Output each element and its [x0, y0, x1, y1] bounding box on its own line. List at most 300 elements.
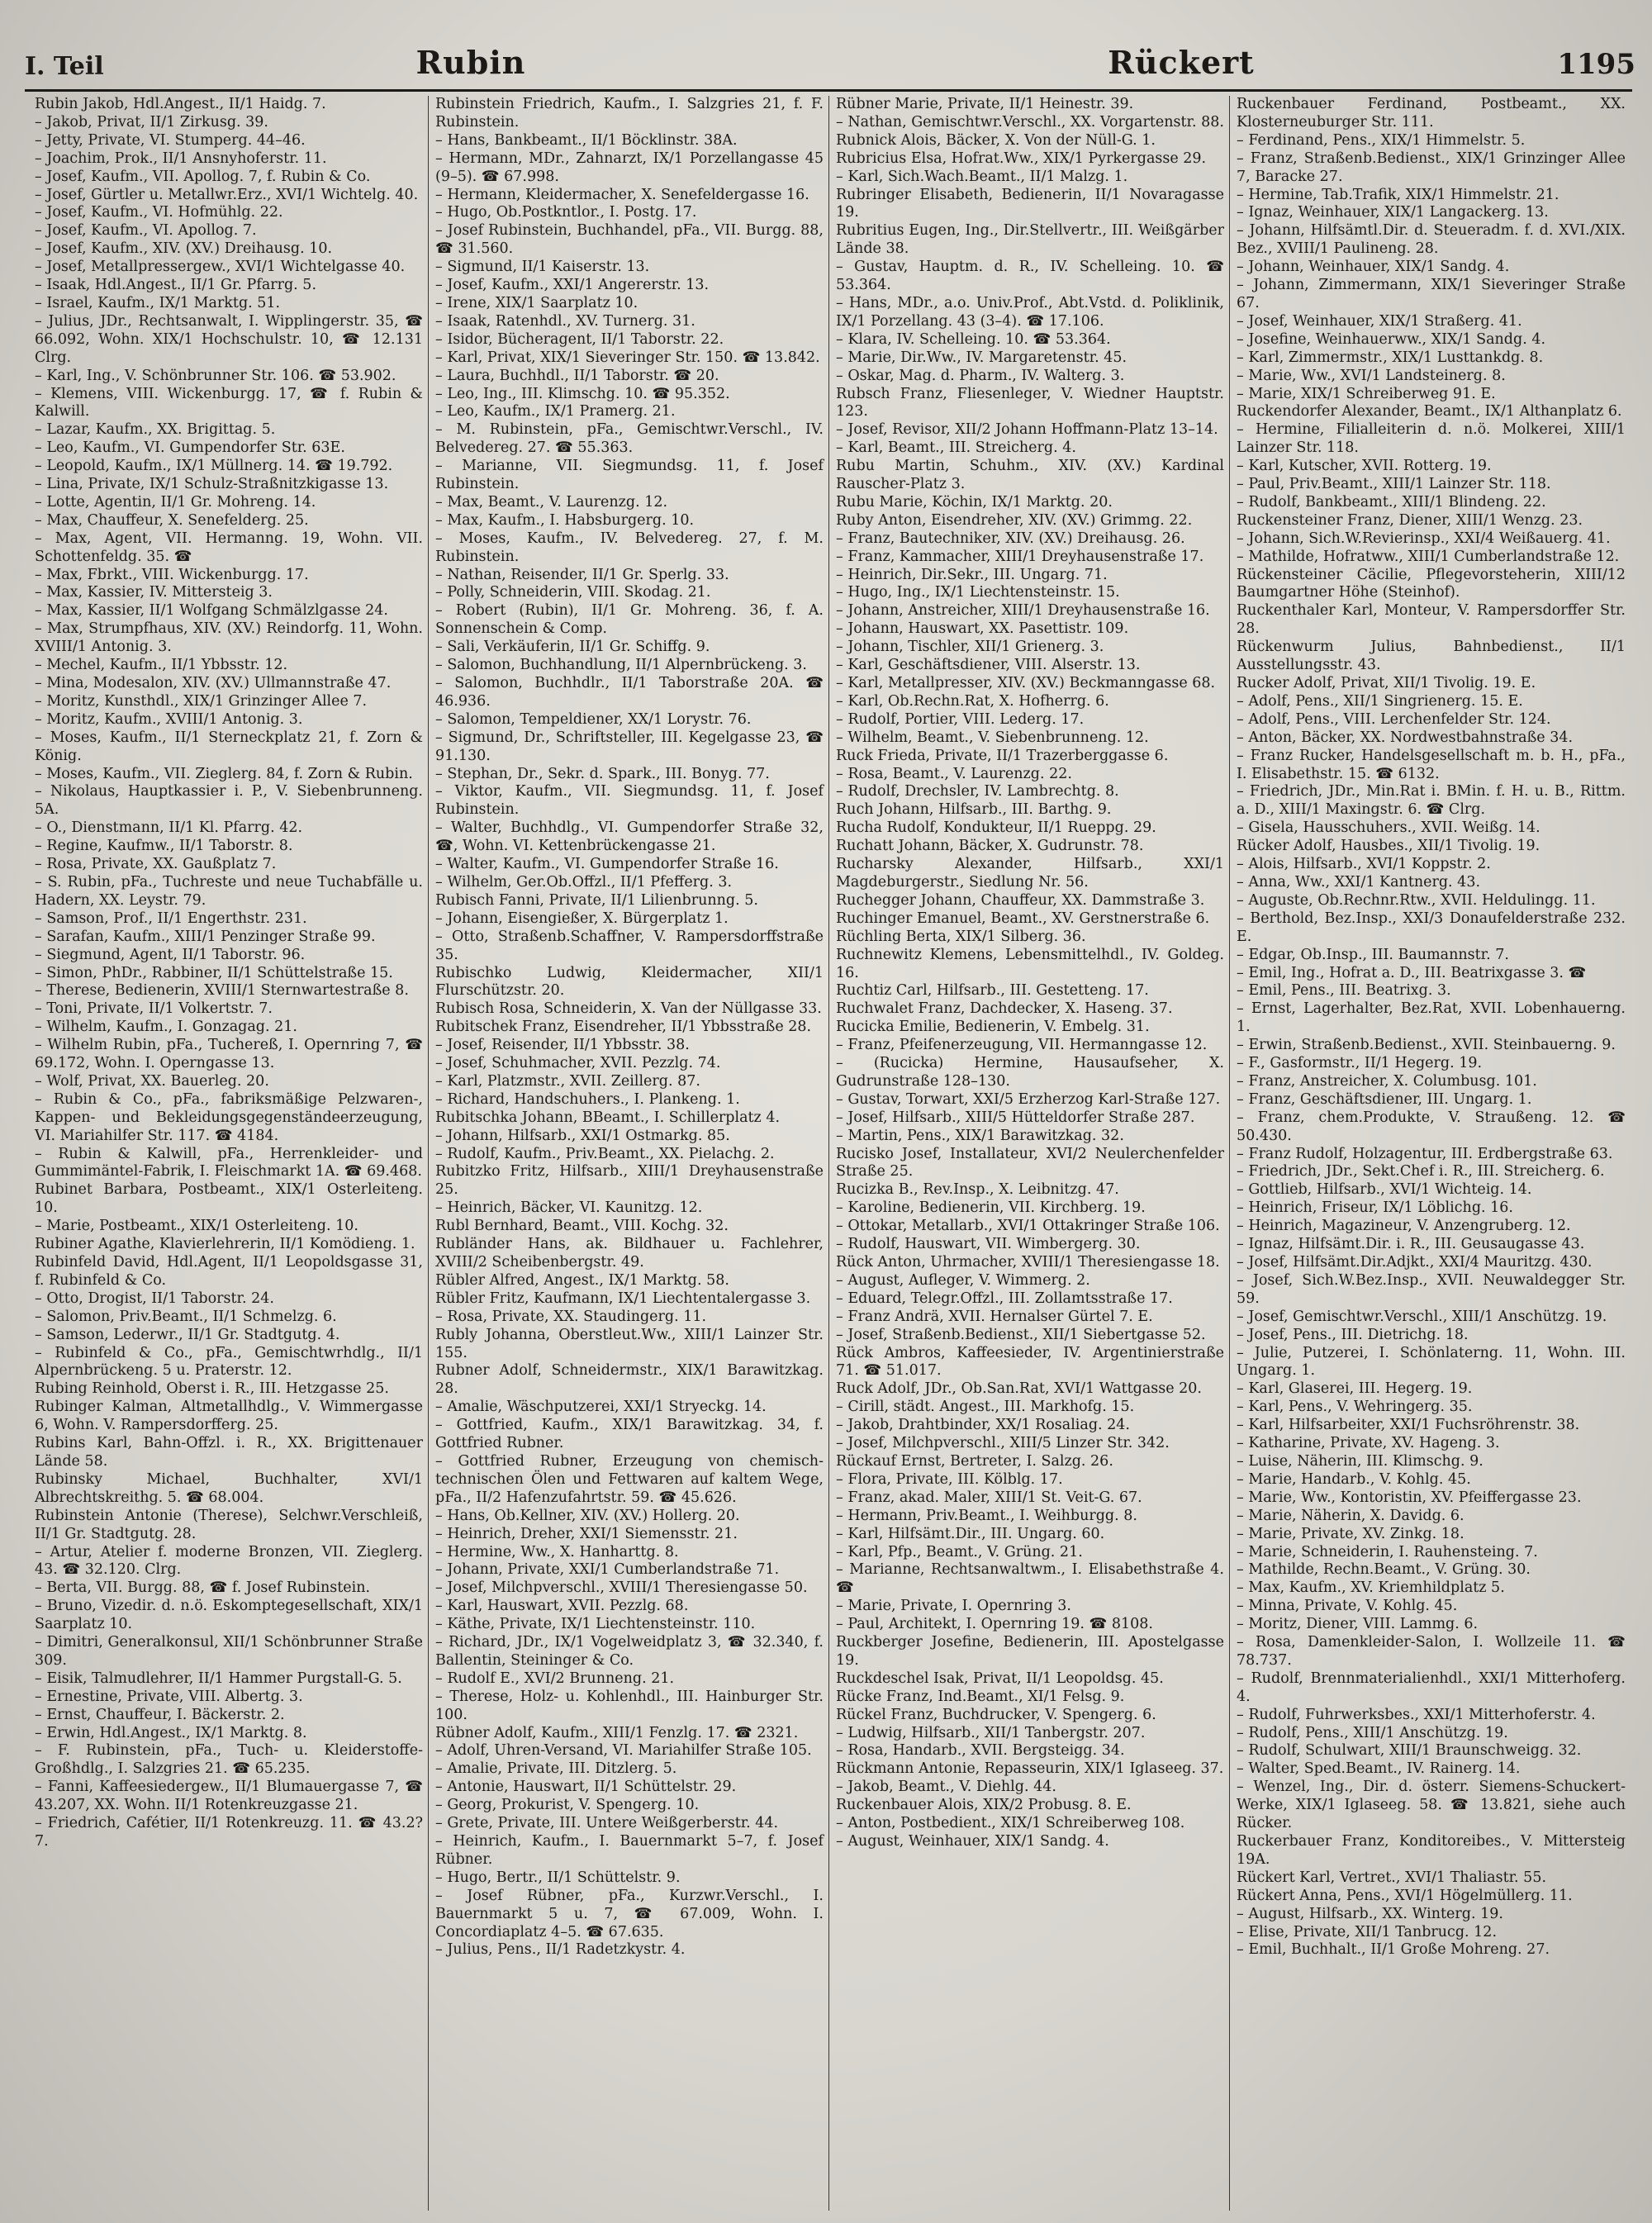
page-number: 1195: [1557, 48, 1635, 81]
directory-entry: – Wenzel, Ing., Dir. d. österr. Siemens-Schuckert-Werke, XIX/1 Iglaseeg. 58. ☎ 13.821, siehe auch Rücker.: [1237, 1779, 1626, 1832]
directory-entry: – Marie, XIX/1 Schreiberweg 91. E.: [1237, 385, 1496, 402]
directory-entry: – Elise, Private, XII/1 Tanbrucg. 12.: [1237, 1923, 1498, 1940]
directory-entry: – Jakob, Drahtbinder, XX/1 Rosaliag. 24.: [836, 1417, 1130, 1434]
directory-entry: – Isaak, Hdl.Angest., II/1 Gr. Pfarrg. 5.: [35, 277, 317, 294]
directory-entry: – August, Hilfsarb., XX. Winterg. 19.: [1237, 1905, 1503, 1922]
directory-entry: Rubing Reinhold, Oberst i. R., III. Hetzgasse 25.: [35, 1380, 389, 1398]
directory-entry: – Hugo, Ob.Postkntlor., I. Postg. 17.: [435, 204, 697, 221]
directory-entry: Ruchwalet Franz, Dachdecker, X. Haseng. 37.: [836, 1000, 1173, 1018]
directory-entry: Rubitschek Franz, Eisendreher, II/1 Ybbsstraße 28.: [435, 1019, 812, 1036]
directory-entry: Ruck Frieda, Private, II/1 Trazerberggasse 6.: [836, 747, 1169, 764]
directory-entry: – Josef, Gemischtwr.Verschl., XIII/1 Anschützg. 19.: [1237, 1308, 1607, 1325]
directory-entry: – Julius, Pens., II/1 Radetzkystr. 4.: [435, 1941, 686, 1959]
directory-entry: – Franz, Kammacher, XIII/1 Dreyhausenstraße 17.: [836, 548, 1204, 565]
directory-entry: – Berthold, Bez.Insp., XXI/3 Donaufelderstraße 232. E.: [1237, 910, 1626, 945]
directory-entry: – Max, Chauffeur, X. Senefelderg. 25.: [35, 511, 309, 529]
directory-entry: – Polly, Schneiderin, VIII. Skodag. 21.: [435, 584, 711, 601]
directory-entry: – Israel, Kaufm., IX/1 Marktg. 51.: [35, 294, 281, 311]
directory-entry: – Rudolf, Brennmaterialienhdl., XXI/1 Mitterhoferg. 4.: [1237, 1670, 1626, 1705]
directory-entry: Rubinstein Antonie (Therese), Selchwr.Verschleiß, II/1 Gr. Stadtgutg. 28.: [35, 1507, 423, 1542]
directory-entry: Rübner Adolf, Kaufm., XIII/1 Fenzlg. 17. ☎ 2321.: [435, 1724, 799, 1741]
directory-entry: – Johann, Anstreicher, XIII/1 Dreyhausenstraße 16.: [836, 602, 1210, 620]
directory-entry: – Johann, Sich.W.Revierinsp., XXI/4 Weißauerg. 41.: [1237, 530, 1611, 547]
directory-entry: – F. Rubinstein, pFa., Tuch- u. Kleiderstoffe-Großhdlg., I. Salzgries 21. ☎ 65.235.: [35, 1742, 423, 1778]
directory-entry: Rubu Marie, Köchin, IX/1 Marktg. 20.: [836, 493, 1113, 511]
directory-entry: – Gisela, Hausschuhers., XVII. Weißg. 14.: [1237, 819, 1540, 837]
directory-entry: Ruchnewitz Klemens, Lebensmittelhdl., IV. Goldeg. 16.: [836, 946, 1224, 981]
directory-entry: – Rudolf, Drechsler, IV. Lambrechtg. 8.: [836, 783, 1119, 800]
directory-entry: – Lazar, Kaufm., XX. Brigittag. 5.: [35, 421, 276, 439]
directory-entry: – Grete, Private, III. Untere Weißgerberstr. 44.: [435, 1815, 779, 1832]
directory-entry: – Johann, Eisengießer, X. Bürgerplatz 1.: [435, 910, 729, 927]
header-rule: [25, 89, 1632, 92]
directory-entry: – Moses, Kaufm., II/1 Sterneckplatz 21, f. Zorn & König.: [35, 729, 423, 764]
directory-entry: – Franz, Pfeifenerzeugung, VII. Hermanngasse 12.: [836, 1037, 1208, 1054]
directory-entry: – Laura, Buchhdl., II/1 Taborstr. ☎ 20.: [435, 367, 719, 384]
directory-entry: – Lina, Private, IX/1 Schulz-Straßnitzkigasse 13.: [35, 476, 389, 493]
directory-entry: – Karl, Kutscher, XVII. Rotterg. 19.: [1237, 458, 1492, 475]
directory-entry: – Anton, Postbedient., XIX/1 Schreiberweg 108.: [836, 1815, 1185, 1832]
directory-entry: – Karl, Ing., V. Schönbrunner Str. 106. ☎ 53.902.: [35, 367, 396, 384]
directory-entry: – Hermine, Filialleiterin d. n.ö. Molkerei, XIII/1 Lainzer Str. 118.: [1237, 421, 1626, 457]
directory-entry: – Franz Rucker, Handelsgesellschaft m. b. H., pFa., I. Elisabethstr. 15. ☎ 6132.: [1237, 747, 1626, 782]
directory-entry: – Josef, Kaufm., XXI/1 Angererstr. 13.: [435, 277, 710, 294]
directory-entry: – Sigmund, II/1 Kaiserstr. 13.: [435, 259, 650, 276]
directory-entry: – Hugo, Bertr., II/1 Schüttelstr. 9.: [435, 1869, 681, 1886]
directory-entry: Ruck Adolf, JDr., Ob.San.Rat, XVI/1 Wattgasse 20.: [836, 1380, 1202, 1398]
directory-entry: Ruckberger Josefine, Bedienerin, III. Apostelgasse 19.: [836, 1634, 1224, 1669]
directory-entry: Rückenwurm Julius, Bahnbedienst., II/1 Ausstellungsstr. 43.: [1237, 639, 1626, 674]
directory-entry: – Isidor, Bücheragent, II/1 Taborstr. 22.: [435, 330, 724, 348]
directory-entry: Rubly Johanna, Oberstleut.Ww., XIII/1 Lainzer Str. 155.: [435, 1326, 824, 1361]
directory-entry: – Gottlieb, Hilfsarb., XVI/1 Wichteig. 14.: [1237, 1181, 1532, 1199]
directory-entry: Rubisch Fanni, Private, II/1 Lilienbrunng. 5.: [435, 891, 758, 909]
directory-entry: – Moses, Kaufm., VII. Zieglerg. 84, f. Zorn & Rubin.: [35, 765, 413, 782]
directory-entry: – Rosa, Private, XX. Staudingerg. 11.: [435, 1308, 707, 1325]
directory-entry: – Rudolf, Pens., XIII/1 Anschützg. 19.: [1237, 1724, 1508, 1741]
directory-entry: – Leo, Kaufm., IX/1 Pramerg. 21.: [435, 403, 676, 420]
directory-entry: Ruckenbauer Alois, XIX/2 Probusg. 8. E.: [836, 1797, 1132, 1814]
directory-entry: Ruckensteiner Franz, Diener, XIII/1 Wenzg. 23.: [1237, 511, 1583, 529]
directory-entry: Rucker Adolf, Privat, XII/1 Tivolig. 19. E.: [1237, 675, 1536, 691]
directory-entry: – Hermine, Tab.Trafik, XIX/1 Himmelstr. 21.: [1237, 186, 1559, 203]
directory-entry: Rück Anton, Uhrmacher, XVIII/1 Theresiengasse 18.: [836, 1254, 1220, 1271]
directory-entry: – Regine, Kaufmw., II/1 Taborstr. 8.: [35, 838, 293, 855]
directory-entry: – Johann, Zimmermann, XIX/1 Sieveringer Straße 67.: [1237, 277, 1626, 311]
directory-entry: – Josef, Kaufm., XIV. (XV.) Dreihausg. 10.: [35, 240, 333, 258]
directory-entry: – Otto, Drogist, II/1 Taborstr. 24.: [35, 1290, 274, 1307]
directory-column-3: [829, 96, 1230, 2211]
directory-entry: – Friedrich, JDr., Sekt.Chef i. R., III. Streicherg. 6.: [1237, 1163, 1605, 1180]
directory-entry: – Leopold, Kaufm., IX/1 Müllnerg. 14. ☎ 19.792.: [35, 458, 393, 475]
directory-entry: – Ottokar, Metallarb., XVI/1 Ottakringer Straße 106.: [836, 1218, 1220, 1235]
directory-entry: Ruckendorfer Alexander, Beamt., IX/1 Althanplatz 6.: [1237, 403, 1622, 420]
directory-entry: – Rudolf, Fuhrwerksbes., XXI/1 Mitterhoferstr. 4.: [1237, 1706, 1596, 1723]
directory-entry: – Max, Beamt., V. Laurenzg. 12.: [435, 493, 668, 511]
directory-entry: – Rubin & Kalwill, pFa., Herrenkleider- und Gummimäntel-Fabrik, I. Fleischmarkt 1A. ☎ 69.468.: [35, 1145, 423, 1180]
directory-entry: – Otto, Straßenb.Schaffner, V. Rampersdorffstraße 35.: [435, 928, 824, 963]
directory-entry: – Moritz, Diener, VIII. Lammg. 6.: [1237, 1616, 1479, 1633]
directory-entry: Rüchling Berta, XIX/1 Silberg. 36.: [836, 928, 1086, 945]
directory-entry: – Josef, Gürtler u. Metallwr.Erz., XVI/1 Wichtelg. 40.: [35, 186, 419, 203]
directory-entry: – Rosa, Damenkleider-Salon, I. Wollzeile 11. ☎ 78.737.: [1237, 1634, 1626, 1669]
directory-entry: – Salomon, Tempeldiener, XX/1 Lorystr. 76.: [435, 710, 752, 728]
directory-entry: – Paul, Architekt, I. Opernring 19. ☎ 8108.: [836, 1616, 1153, 1633]
directory-entry: – Wilhelm, Kaufm., I. Gonzagag. 21.: [35, 1019, 297, 1036]
directory-entry: – Friedrich, JDr., Min.Rat i. BMin. f. H. u. B., Rittm. a. D., XIII/1 Maxingstr. 6. ☎ Clrg.: [1237, 783, 1626, 819]
directory-entry: – Antonie, Hauswart, II/1 Schüttelstr. 29.: [435, 1779, 737, 1796]
directory-entry: Rubnick Alois, Bäcker, X. Von der Nüll-G. 1.: [836, 131, 1156, 149]
directory-entry: – Josef, Milchpverschl., XVIII/1 Theresiengasse 50.: [435, 1579, 808, 1597]
directory-entry: Ruckenthaler Karl, Monteur, V. Rampersdorffer Str. 28.: [1237, 602, 1626, 638]
directory-entry: Rubischko Ludwig, Kleidermacher, XII/1 Flurschützstr. 20.: [435, 964, 824, 1000]
directory-entry: – Franz, akad. Maler, XIII/1 St. Veit-G. 67.: [836, 1489, 1142, 1506]
directory-entry: – Johann, Private, XXI/1 Cumberlandstraße 71.: [435, 1561, 780, 1579]
directory-entry: – Walter, Kaufm., VI. Gumpendorfer Straße 16.: [435, 856, 779, 873]
directory-entry: – Mathilde, Hofratww., XIII/1 Cumberlandstraße 12.: [1237, 548, 1620, 565]
directory-entry: – (Rucicka) Hermine, Hausaufseher, X. Gudrunstraße 128–130.: [836, 1055, 1224, 1090]
directory-entry: – Georg, Prokurist, V. Spengerg. 10.: [435, 1797, 700, 1814]
directory-entry: – Nathan, Reisender, II/1 Gr. Sperlg. 33.: [435, 566, 729, 583]
directory-entry: – Julie, Putzerei, I. Schönlaterng. 11, Wohn. III. Ungarg. 1.: [1237, 1344, 1626, 1380]
directory-entry: – Anton, Bäcker, XX. Nordwestbahnstraße 34.: [1237, 729, 1574, 746]
directory-entry: – Johann, Weinhauer, XIX/1 Sandg. 4.: [1237, 259, 1510, 276]
directory-entry: Rubringer Elisabeth, Bedienerin, II/1 Novaragasse 19.: [836, 186, 1224, 221]
directory-entry: Rucizka B., Rev.Insp., X. Leibnitzg. 47.: [836, 1181, 1119, 1199]
directory-entry: – Emil, Ing., Hofrat a. D., III. Beatrixgasse 3. ☎: [1237, 964, 1587, 981]
directory-entry: – Heinrich, Dreher, XXI/1 Siemensstr. 21.: [435, 1525, 738, 1542]
directory-entry: – Hans, MDr., a.o. Univ.Prof., Abt.Vstd. d. Poliklinik, IX/1 Porzellang. 43 (3–4). ☎ 17.106.: [836, 294, 1224, 330]
directory-entry: Rückert Anna, Pens., XVI/1 Högelmüllerg. 11.: [1237, 1887, 1573, 1904]
directory-entry: – Hermann, Kleidermacher, X. Senefeldergasse 16.: [435, 186, 809, 203]
directory-entry: – Josef, Hilfsarb., XIII/5 Hütteldorfer Straße 287.: [836, 1109, 1195, 1126]
directory-entry: – Adolf, Pens., VIII. Lerchenfelder Str. 124.: [1237, 710, 1551, 728]
directory-entry: – Emil, Buchhalt., II/1 Große Mohreng. 27.: [1237, 1941, 1550, 1959]
directory-entry: – Rudolf, Portier, VIII. Lederg. 17.: [836, 710, 1085, 728]
directory-entry: Rubl Bernhard, Beamt., VIII. Kochg. 32.: [435, 1218, 729, 1235]
directory-entry: – Josef, Hilfsämt.Dir.Adjkt., XXI/4 Mauritzg. 430.: [1237, 1254, 1593, 1271]
directory-entry: Rückert Karl, Vertret., XVI/1 Thaliastr. 55.: [1237, 1869, 1547, 1886]
directory-entry: – Richard, Handschuhers., I. Plankeng. 1.: [435, 1090, 740, 1108]
directory-entry: – Mathilde, Rechn.Beamt., V. Grüng. 30.: [1237, 1561, 1531, 1579]
directory-entry: – Adolf, Uhren-Versand, VI. Mariahilfer Straße 105.: [435, 1742, 812, 1760]
directory-entry: Rücke Franz, Ind.Beamt., XI/1 Felsg. 9.: [836, 1688, 1125, 1705]
directory-entry: Ruckerbauer Franz, Konditoreibes., V. Mittersteig 19A.: [1237, 1833, 1626, 1868]
directory-entry: – Josef, Milchpverschl., XIII/5 Linzer Str. 342.: [836, 1435, 1170, 1452]
directory-columns: [28, 96, 1631, 2211]
directory-entry: – Walter, Buchhdlg., VI. Gumpendorfer Straße 32, ☎, Wohn. VI. Kettenbrückengasse 21.: [435, 819, 824, 855]
part-label: I. Teil: [25, 52, 104, 81]
directory-entry: Rubinet Barbara, Postbeamt., XIX/1 Osterleiteng. 10.: [35, 1181, 423, 1217]
directory-entry: – Rudolf, Schulwart, XIII/1 Braunschweigg. 32.: [1237, 1742, 1582, 1760]
directory-entry: – Heinrich, Bäcker, VI. Kaunitzg. 12.: [435, 1199, 703, 1217]
directory-entry: – Leo, Kaufm., VI. Gumpendorfer Str. 63E.: [35, 439, 345, 457]
directory-entry: – Karl, Pfp., Beamt., V. Grüng. 21.: [836, 1543, 1083, 1560]
directory-entry: – Marie, Handarb., V. Kohlg. 45.: [1237, 1470, 1471, 1488]
directory-entry: – Marie, Ww., Kontoristin, XV. Pfeiffergasse 23.: [1237, 1489, 1582, 1506]
directory-entry: – Max, Agent, VII. Hermanng. 19, Wohn. VII. Schottenfeldg. 35. ☎: [35, 530, 423, 565]
directory-entry: – Heinrich, Magazineur, V. Anzengruberg. 12.: [1237, 1218, 1571, 1235]
directory-entry: – Heinrich, Dir.Sekr., III. Ungarg. 71.: [836, 566, 1108, 583]
directory-entry: – Walter, Sped.Beamt., IV. Rainerg. 14.: [1237, 1760, 1521, 1778]
directory-entry: – Max, Strumpfhaus, XIV. (XV.) Reindorfg. 11, Wohn. XVIII/1 Antonig. 3.: [35, 620, 423, 656]
directory-entry: – Salomon, Priv.Beamt., II/1 Schmelzg. 6.: [35, 1308, 337, 1325]
directory-entry: – Emil, Pens., III. Beatrixg. 3.: [1237, 982, 1451, 1000]
directory-entry: – Moritz, Kaufm., XVIII/1 Antonig. 3.: [35, 710, 303, 728]
directory-entry: – Max, Fbrkt., VIII. Wickenburgg. 17.: [35, 566, 309, 583]
directory-entry: – Karl, Sich.Wach.Beamt., II/1 Malzg. 1.: [836, 168, 1128, 185]
directory-column-2: [429, 96, 829, 2211]
directory-entry: Rubin Jakob, Hdl.Angest., II/1 Haidg. 7.: [35, 96, 326, 112]
directory-column-4: [1230, 96, 1631, 2211]
directory-entry: – Karoline, Bedienerin, VII. Kirchberg. 19.: [836, 1199, 1146, 1217]
directory-entry: – Artur, Atelier f. moderne Bronzen, VII. Zieglerg. 43. ☎ 32.120. Clrg.: [35, 1543, 423, 1579]
directory-entry: – Karl, Hilfsämt.Dir., III. Ungarg. 60.: [836, 1525, 1105, 1542]
directory-entry: – Max, Kassier, II/1 Wolfgang Schmälzlgasse 24.: [35, 602, 388, 620]
directory-entry: – Therese, Holz- u. Kohlenhdl., III. Hainburger Str. 100.: [435, 1688, 824, 1723]
directory-entry: – Fanni, Kaffeesiedergew., II/1 Blumauergasse 7, ☎ 43.207, XX. Wohn. II/1 Rotenkreuzgasse 21.: [35, 1779, 423, 1814]
right-running-title: Rückert: [1108, 44, 1255, 81]
directory-entry: – Marie, Private, I. Opernring 3.: [836, 1598, 1071, 1615]
directory-entry: – Ernst, Chauffeur, I. Bäckerstr. 2.: [35, 1706, 285, 1723]
directory-entry: Rucharsky Alexander, Hilfsarb., XXI/1 Magdeburgerstr., Siedlung Nr. 56.: [836, 856, 1224, 891]
directory-entry: – Franz, Anstreicher, X. Columbusg. 101.: [1237, 1072, 1537, 1090]
directory-entry: – Klemens, VIII. Wickenburgg. 17, ☎ f. Rubin & Kalwill.: [35, 385, 423, 420]
directory-entry: – Max, Kaufm., XV. Kriemhildplatz 5.: [1237, 1579, 1505, 1597]
directory-entry: – Berta, VII. Burgg. 88, ☎ f. Josef Rubinstein.: [35, 1579, 371, 1597]
directory-entry: – Martin, Pens., XIX/1 Barawitzkag. 32.: [836, 1127, 1124, 1144]
directory-entry: – Josefine, Weinhauerww., XIX/1 Sandg. 4.: [1237, 330, 1546, 348]
directory-entry: Rubisch Rosa, Schneiderin, X. Van der Nüllgasse 33.: [435, 1000, 822, 1018]
directory-entry: – Mechel, Kaufm., II/1 Ybbsstr. 12.: [35, 657, 288, 674]
directory-entry: – Paul, Priv.Beamt., XIII/1 Lainzer Str. 118.: [1237, 476, 1551, 493]
directory-entry: – Jakob, Beamt., V. Diehlg. 44.: [836, 1779, 1056, 1796]
directory-entry: Ruchatt Johann, Bäcker, X. Gudrunstr. 78.: [836, 838, 1144, 855]
directory-entry: – Joachim, Prok., II/1 Ansnyhoferstr. 11.: [35, 150, 327, 167]
directory-entry: – Erwin, Straßenb.Bedienst., XVII. Steinbauerng. 9.: [1237, 1037, 1616, 1054]
directory-entry: Rubländer Hans, ak. Bildhauer u. Fachlehrer, XVIII/2 Scheibenbergstr. 49.: [435, 1236, 824, 1271]
directory-entry: – Karl, Ob.Rechn.Rat, X. Hofherrg. 6.: [836, 692, 1109, 710]
directory-entry: Ruby Anton, Eisendreher, XIV. (XV.) Grimmg. 22.: [836, 511, 1193, 529]
directory-entry: – Josef, Kaufm., VI. Hofmühlg. 22.: [35, 204, 283, 221]
directory-entry: – Josef, Metallpressergew., XVI/1 Wichtelgasse 40.: [35, 259, 406, 276]
directory-entry: – Ignaz, Hilfsämt.Dir. i. R., III. Geusaugasse 43.: [1237, 1236, 1585, 1253]
directory-entry: – F., Gasformstr., II/1 Hegerg. 19.: [1237, 1055, 1483, 1072]
directory-entry: – Anna, Ww., XXI/1 Kantnerg. 43.: [1237, 873, 1481, 891]
directory-entry: – Käthe, Private, IX/1 Liechtensteinstr. 110.: [435, 1616, 756, 1633]
directory-entry: – Karl, Hilfsarbeiter, XXI/1 Fuchsröhrenstr. 38.: [1237, 1417, 1580, 1434]
directory-entry: – Rosa, Beamt., V. Laurenzg. 22.: [836, 765, 1072, 782]
directory-entry: Rubner Adolf, Schneidermstr., XIX/1 Barawitzkag. 28.: [435, 1362, 824, 1398]
directory-entry: – Toni, Private, II/1 Volkertstr. 7.: [35, 1000, 273, 1018]
directory-entry: – Marie, Private, XV. Zinkg. 18.: [1237, 1525, 1464, 1542]
directory-entry: – Gustav, Torwart, XXI/5 Erzherzog Karl-Straße 127.: [836, 1090, 1221, 1108]
directory-entry: – August, Weinhauer, XIX/1 Sandg. 4.: [836, 1833, 1109, 1850]
directory-entry: – Minna, Private, V. Kohlg. 45.: [1237, 1598, 1458, 1615]
directory-entry: – Marie, Postbeamt., XIX/1 Osterleiteng. 10.: [35, 1218, 358, 1235]
directory-entry: – Julius, JDr., Rechtsanwalt, I. Wipplingerstr. 35, ☎ 66.092, Wohn. XIX/1 Hochschulstr. 10, ☎ 12.131 Clrg.: [35, 312, 423, 366]
directory-entry: – Marianne, Rechtsanwaltwm., I. Elisabethstraße 4. ☎: [836, 1561, 1224, 1597]
directory-entry: – Richard, JDr., IX/1 Vogelweidplatz 3, ☎ 32.340, f. Ballentin, Steininger & Co.: [435, 1634, 824, 1669]
directory-entry: – Josef, Straßenb.Bedienst., XII/1 Siebertgasse 52.: [836, 1326, 1206, 1343]
directory-entry: – Katharine, Private, XV. Hageng. 3.: [1237, 1435, 1500, 1452]
directory-entry: – Simon, PhDr., Rabbiner, II/1 Schüttelstraße 15.: [35, 964, 393, 981]
directory-entry: – Max, Kassier, IV. Mittersteig 3.: [35, 584, 273, 601]
directory-entry: – Ferdinand, Pens., XIX/1 Himmelstr. 5.: [1237, 131, 1526, 149]
directory-entry: – Gottfried Rubner, Erzeugung von chemisch-technischen Ölen und Fettwaren auf kaltem Wege, pFa., II/2 Hafenzufahrtstr. 59. ☎ 45.626.: [435, 1452, 824, 1506]
directory-entry: – Josef, Weinhauer, XIX/1 Straßerg. 41.: [1237, 312, 1522, 330]
directory-entry: – Rudolf E., XVI/2 Brunneng. 21.: [435, 1670, 675, 1687]
directory-entry: Rubitzko Fritz, Hilfsarb., XIII/1 Dreyhausenstraße 25.: [435, 1163, 824, 1199]
directory-entry: – Sarafan, Kaufm., XIII/1 Penzinger Straße 99.: [35, 928, 376, 945]
directory-entry: Rückensteiner Cäcilie, Pflegevorsteherin, XIII/12 Baumgartner Höhe (Steinhof).: [1237, 566, 1626, 601]
directory-entry: – Rubinfeld & Co., pFa., Gemischtwrhdlg., II/1 Alpernbrückeng. 5 u. Praterstr. 12.: [35, 1344, 423, 1380]
directory-entry: – Stephan, Dr., Sekr. d. Spark., III. Bonyg. 77.: [435, 765, 770, 782]
directory-entry: Rubitschka Johann, BBeamt., I. Schillerplatz 4.: [435, 1109, 781, 1126]
directory-entry: – Johann, Hilfsarb., XXI/1 Ostmarkg. 85.: [435, 1127, 730, 1144]
directory-entry: – Jetty, Private, VI. Stumperg. 44–46.: [35, 131, 306, 149]
directory-entry: – Hans, Bankbeamt., II/1 Böcklinstr. 38A.: [435, 131, 738, 149]
directory-entry: – Bruno, Vizedir. d. n.ö. Eskomptegesellschaft, XIX/1 Saarplatz 10.: [35, 1598, 423, 1633]
directory-entry: – Franz, Straßenb.Bedienst., XIX/1 Grinzinger Allee 7, Baracke 27.: [1237, 150, 1626, 185]
directory-entry: – Rosa, Private, XX. Gaußplatz 7.: [35, 856, 277, 873]
directory-entry: – Isaak, Ratenhdl., XV. Turnerg. 31.: [435, 312, 695, 330]
directory-entry: – Luise, Näherin, III. Klimschg. 9.: [1237, 1452, 1483, 1470]
directory-entry: – Ignaz, Weinhauer, XIX/1 Langackerg. 13.: [1237, 204, 1549, 221]
directory-entry: – Wilhelm, Beamt., V. Siebenbrunneng. 12.: [836, 729, 1149, 746]
directory-entry: – Marie, Schneiderin, I. Rauhensteing. 7.: [1237, 1543, 1538, 1560]
directory-entry: Rubiner Agathe, Klavierlehrerin, II/1 Komödieng. 1.: [35, 1236, 415, 1253]
directory-entry: – Siegmund, Agent, II/1 Taborstr. 96.: [35, 946, 306, 963]
directory-entry: – Gottfried, Kaufm., XIX/1 Barawitzkag. 34, f. Gottfried Rubner.: [435, 1417, 824, 1452]
directory-entry: Rücker Adolf, Hausbes., XII/1 Tivolig. 19.: [1237, 838, 1540, 855]
directory-entry: – Josef Rübner, pFa., Kurzwr.Verschl., I. Bauernmarkt 5 u. 7, ☎ 67.009, Wohn. I. Concordiaplatz 4–5. ☎ 67.635.: [435, 1887, 824, 1940]
directory-entry: – Rudolf, Bankbeamt., XIII/1 Blindeng. 22.: [1237, 493, 1546, 511]
directory-entry: – Eisik, Talmudlehrer, II/1 Hammer Purgstall-G. 5.: [35, 1670, 402, 1687]
directory-entry: Rubins Karl, Bahn-Offzl. i. R., XX. Brigittenauer Lände 58.: [35, 1435, 423, 1470]
directory-entry: – Karl, Privat, XIX/1 Sieveringer Str. 150. ☎ 13.842.: [435, 349, 820, 366]
directory-entry: – Lotte, Agentin, II/1 Gr. Mohreng. 14.: [35, 493, 316, 511]
directory-entry: Rubritius Eugen, Ing., Dir.Stellvertr., III. Weißgärber Lände 38.: [836, 222, 1224, 258]
directory-entry: Rübner Marie, Private, II/1 Heinestr. 39.: [836, 96, 1134, 112]
directory-entry: – Josef, Pens., III. Dietrichg. 18.: [1237, 1326, 1469, 1343]
directory-entry: Ruch Johann, Hilfsarb., III. Barthg. 9.: [836, 801, 1112, 819]
directory-entry: – Karl, Metallpresser, XIV. (XV.) Beckmanngasse 68.: [836, 675, 1216, 691]
directory-entry: – Marie, Ww., XVI/1 Landsteinerg. 8.: [1237, 367, 1506, 384]
directory-entry: – Irene, XIX/1 Saarplatz 10.: [435, 294, 638, 311]
directory-entry: – Josef, Kaufm., VI. Apollog. 7.: [35, 222, 257, 240]
directory-entry: – Karl, Pens., V. Wehringerg. 35.: [1237, 1399, 1473, 1416]
directory-entry: – Max, Kaufm., I. Habsburgerg. 10.: [435, 511, 695, 529]
directory-entry: – Gustav, Hauptm. d. R., IV. Schelleing. 10. ☎ 53.364.: [836, 259, 1224, 294]
directory-entry: – Moses, Kaufm., IV. Belvedereg. 27, f. M. Rubinstein.: [435, 530, 824, 565]
directory-entry: Ruckdeschel Isak, Privat, II/1 Leopoldsg. 45.: [836, 1670, 1164, 1687]
directory-entry: – Rosa, Handarb., XVII. Bergsteigg. 34.: [836, 1742, 1125, 1760]
directory-entry: – Hermine, Ww., X. Hanharttg. 8.: [435, 1543, 679, 1560]
directory-entry: – Adolf, Pens., XII/1 Singrienerg. 15. E.: [1237, 692, 1523, 710]
directory-entry: – Ernestine, Private, VIII. Albertg. 3.: [35, 1688, 303, 1705]
directory-entry: – Oskar, Mag. d. Pharm., IV. Walterg. 3.: [836, 367, 1125, 384]
directory-entry: Rucisko Josef, Installateur, XVI/2 Neulerchenfelder Straße 25.: [836, 1145, 1224, 1180]
directory-entry: – Josef, Reisender, II/1 Ybbsstr. 38.: [435, 1037, 690, 1054]
directory-entry: – Salomon, Buchhdlr., II/1 Taborstraße 20A. ☎ 46.936.: [435, 675, 824, 710]
directory-entry: – Wilhelm, Ger.Ob.Offzl., II/1 Pfefferg. 3.: [435, 873, 733, 891]
directory-entry: – Karl, Glaserei, III. Hegerg. 19.: [1237, 1380, 1473, 1398]
directory-entry: Rückel Franz, Buchdrucker, V. Spengerg. 6.: [836, 1706, 1156, 1723]
directory-entry: Rückmann Antonie, Repasseurin, XIX/1 Iglaseeg. 37.: [836, 1760, 1224, 1778]
directory-entry: – Mina, Modesalon, XIV. (XV.) Ullmannstraße 47.: [35, 675, 392, 691]
directory-entry: – Johann, Hilfsämtl.Dir. d. Steueradm. f. d. XVI./XIX. Bez., XVIII/1 Paulineng. 28.: [1237, 222, 1626, 258]
directory-entry: Rubinger Kalman, Altmetallhdlg., V. Wimmergasse 6, Wohn. V. Rampersdorfferg. 25.: [35, 1399, 423, 1434]
directory-entry: – Amalie, Wäschputzerei, XXI/1 Stryeckg. 14.: [435, 1399, 767, 1416]
directory-entry: Rucicka Emilie, Bedienerin, V. Embelg. 31.: [836, 1019, 1150, 1036]
directory-entry: – Karl, Hauswart, XVII. Pezzlg. 68.: [435, 1598, 689, 1615]
directory-entry: – Franz, Bautechniker, XIV. (XV.) Dreihausg. 26.: [836, 530, 1185, 547]
directory-entry: – Heinrich, Kaufm., I. Bauernmarkt 5–7, f. Josef Rübner.: [435, 1833, 824, 1868]
directory-entry: – Johann, Hauswart, XX. Pasettistr. 109.: [836, 620, 1129, 638]
directory-entry: – Friedrich, Cafétier, II/1 Rotenkreuzg. 11. ☎ 43.2?7.: [35, 1815, 423, 1850]
directory-entry: Ruchinger Emanuel, Beamt., XV. Gerstnerstraße 6.: [836, 910, 1210, 927]
page-header: [25, 31, 1635, 81]
directory-entry: – August, Aufleger, V. Wimmerg. 2.: [836, 1271, 1090, 1289]
directory-entry: – Johann, Tischler, XII/1 Grienerg. 3.: [836, 639, 1104, 656]
directory-entry: – Jakob, Privat, II/1 Zirkusg. 39.: [35, 113, 268, 131]
directory-entry: – Sali, Verkäuferin, II/1 Gr. Schiffg. 9.: [435, 639, 710, 656]
directory-entry: Rübler Alfred, Angest., IX/1 Marktg. 58.: [435, 1271, 729, 1289]
directory-entry: – Nathan, Gemischtwr.Verschl., XX. Vorgartenstr. 88.: [836, 113, 1224, 131]
directory-entry: – Josef Rubinstein, Buchhandel, pFa., VII. Burgg. 88, ☎ 31.560.: [435, 222, 824, 258]
directory-entry: Rubinstein Friedrich, Kaufm., I. Salzgries 21, f. F. Rubinstein.: [435, 96, 824, 131]
directory-entry: – Karl, Geschäftsdiener, VIII. Alserstr. 13.: [836, 657, 1141, 674]
directory-entry: Rück Ambros, Kaffeesieder, IV. Argentinierstraße 71. ☎ 51.017.: [836, 1344, 1224, 1380]
directory-entry: – Franz, chem.Produkte, V. Straußeng. 12. ☎ 50.430.: [1237, 1109, 1626, 1144]
directory-entry: Rübler Fritz, Kaufmann, IX/1 Liechtentalergasse 3.: [435, 1290, 811, 1307]
directory-entry: – Karl, Beamt., III. Streicherg. 4.: [836, 439, 1076, 457]
directory-entry: – Eduard, Telegr.Offzl., III. Zollamtsstraße 17.: [836, 1290, 1173, 1307]
directory-entry: Rubricius Elsa, Hofrat.Ww., XIX/1 Pyrkergasse 29.: [836, 150, 1207, 167]
directory-entry: – Dimitri, Generalkonsul, XII/1 Schönbrunner Straße 309.: [35, 1634, 423, 1669]
directory-entry: – Cirill, städt. Angest., III. Markhofg. 15.: [836, 1399, 1135, 1416]
directory-entry: Rückauf Ernst, Bertreter, I. Salzg. 26.: [836, 1452, 1113, 1470]
directory-entry: – Salomon, Buchhandlung, II/1 Alpernbrückeng. 3.: [435, 657, 807, 674]
directory-entry: – Rubin & Co., pFa., fabriksmäßige Pelzwaren-, Kappen- und Bekleidungsgegenständeerzeugung, VI. Mariahilfer Str. 117. ☎ 4184.: [35, 1090, 423, 1144]
directory-entry: – Karl, Platzmstr., XVII. Zeillerg. 87.: [435, 1072, 700, 1090]
directory-entry: Rubu Martin, Schuhm., XIV. (XV.) Kardinal Rauscher-Platz 3.: [836, 458, 1224, 493]
directory-entry: – Heinrich, Friseur, IX/1 Löblichg. 16.: [1237, 1199, 1513, 1217]
directory-entry: – Hugo, Ing., IX/1 Liechtensteinstr. 15.: [836, 584, 1120, 601]
directory-entry: Rubinsky Michael, Buchhalter, XVI/1 Albrechtskreithg. 5. ☎ 68.004.: [35, 1470, 423, 1506]
directory-entry: – Ludwig, Hilfsarb., XII/1 Tanbergstr. 207.: [836, 1724, 1146, 1741]
directory-entry: – Leo, Ing., III. Klimschg. 10. ☎ 95.352.: [435, 385, 730, 402]
directory-entry: Ruckenbauer Ferdinand, Postbeamt., XX. Klosterneuburger Str. 111.: [1237, 96, 1626, 131]
directory-entry: – Wilhelm Rubin, pFa., Tuchereß, I. Opernring 7, ☎ 69.172, Wohn. I. Operngasse 13.: [35, 1037, 423, 1072]
directory-entry: – S. Rubin, pFa., Tuchreste und neue Tuchabfälle u. Hadern, XX. Leystr. 79.: [35, 873, 423, 909]
directory-entry: – Alois, Hilfsarb., XVI/1 Koppstr. 2.: [1237, 856, 1491, 873]
directory-entry: Ruchegger Johann, Chauffeur, XX. Dammstraße 3.: [836, 891, 1205, 909]
directory-entry: – Edgar, Ob.Insp., III. Baumannstr. 7.: [1237, 946, 1509, 963]
directory-entry: – Marie, Dir.Ww., IV. Margaretenstr. 45.: [836, 349, 1127, 366]
directory-entry: – Klara, IV. Schelleing. 10. ☎ 53.364.: [836, 330, 1111, 348]
directory-entry: – Erwin, Hdl.Angest., IX/1 Marktg. 8.: [35, 1724, 307, 1741]
directory-column-1: [28, 96, 429, 2211]
directory-entry: – Samson, Lederwr., II/1 Gr. Stadtgutg. 4.: [35, 1326, 340, 1343]
directory-entry: – Josef, Schuhmacher, XVII. Pezzlg. 74.: [435, 1055, 721, 1072]
directory-entry: Rucha Rudolf, Kondukteur, II/1 Rueppg. 29.: [836, 819, 1156, 837]
directory-entry: – Josef, Sich.W.Bez.Insp., XVII. Neuwaldegger Str. 59.: [1237, 1271, 1626, 1307]
directory-entry: – Sigmund, Dr., Schriftsteller, III. Kegelgasse 23, ☎ 91.130.: [435, 729, 824, 764]
directory-entry: – Nikolaus, Hauptkassier i. P., V. Siebenbrunneng. 5A.: [35, 783, 423, 819]
directory-entry: – Josef, Kaufm., VII. Apollog. 7, f. Rubin & Co.: [35, 168, 371, 185]
